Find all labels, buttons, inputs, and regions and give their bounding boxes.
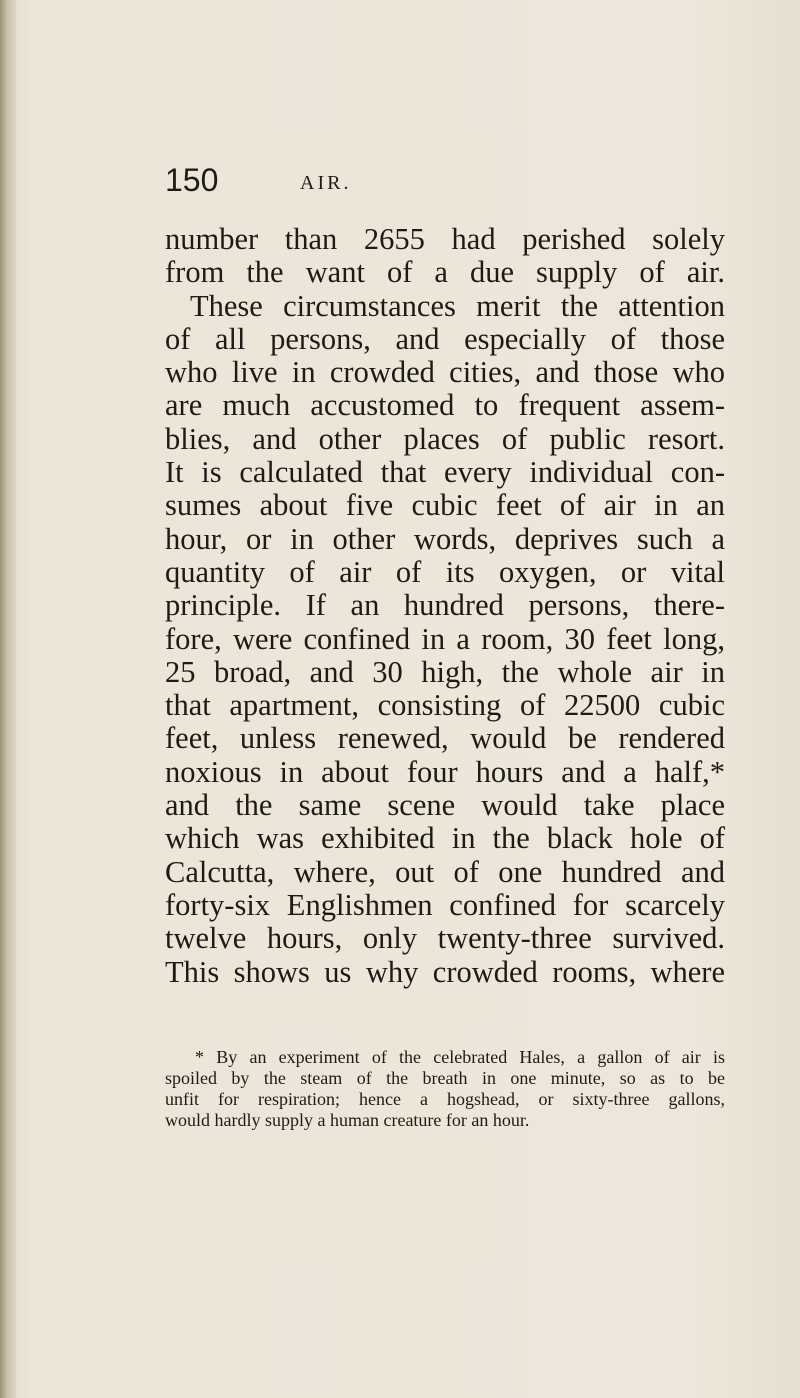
text-line: feet, unless renewed, would be rendered [165, 721, 725, 756]
text-line: who live in crowded cities, and those who [165, 355, 725, 390]
text-line: Calcutta, where, out of one hundred and [165, 854, 725, 889]
text-line: forty-six Englishmen confined for scarcely [165, 887, 725, 922]
page-number: 150 [165, 162, 219, 198]
footnote-line: * By an experiment of the celebrated Hales, a gallon of air is [195, 1047, 725, 1067]
text-line: 25 broad, and 30 high, the whole air in [165, 654, 725, 689]
footnote-line: spoiled by the steam of the breath in one minute, so as to be [165, 1068, 725, 1088]
text-line: of all persons, and especially of those [165, 321, 725, 356]
body-text [165, 223, 725, 989]
text-line: quantity of air of its oxygen, or vital [165, 554, 725, 589]
text-line: sumes about five cubic feet of air in an [165, 488, 725, 523]
page-header [165, 160, 725, 200]
text-line: noxious in about four hours and a half,* [165, 754, 725, 789]
text-line: which was exhibited in the black hole of [165, 821, 725, 856]
text-line: number than 2655 had perished solely [165, 222, 725, 256]
footnote [165, 1047, 725, 1131]
text-line: that apartment, consisting of 22500 cubic [165, 688, 725, 723]
text-line: are much accustomed to frequent assem- [165, 388, 725, 423]
text-line: It is calculated that every individual con- [165, 455, 725, 490]
text-line: hour, or in other words, deprives such a [165, 521, 725, 556]
text-line: and the same scene would take place [165, 788, 725, 823]
text-line: blies, and other places of public resort. [165, 421, 725, 456]
running-head: AIR. [300, 172, 352, 194]
book-spine-edge [0, 0, 16, 1398]
text-line: principle. If an hundred persons, there- [165, 588, 725, 623]
text-line: from the want of a due supply of air. [165, 255, 725, 290]
text-line: twelve hours, only twenty-three survived. [165, 921, 725, 956]
footnote-line: unfit for respiration; hence a hogshead, or sixty-three gallons, [165, 1089, 725, 1109]
text-line: fore, were confined in a room, 30 feet long, [165, 621, 725, 656]
text-line: This shows us why crowded rooms, where [165, 954, 725, 989]
text-line: These circumstances merit the attention [190, 288, 725, 323]
footnote-line: would hardly supply a human creature for an hour. [165, 1110, 530, 1130]
